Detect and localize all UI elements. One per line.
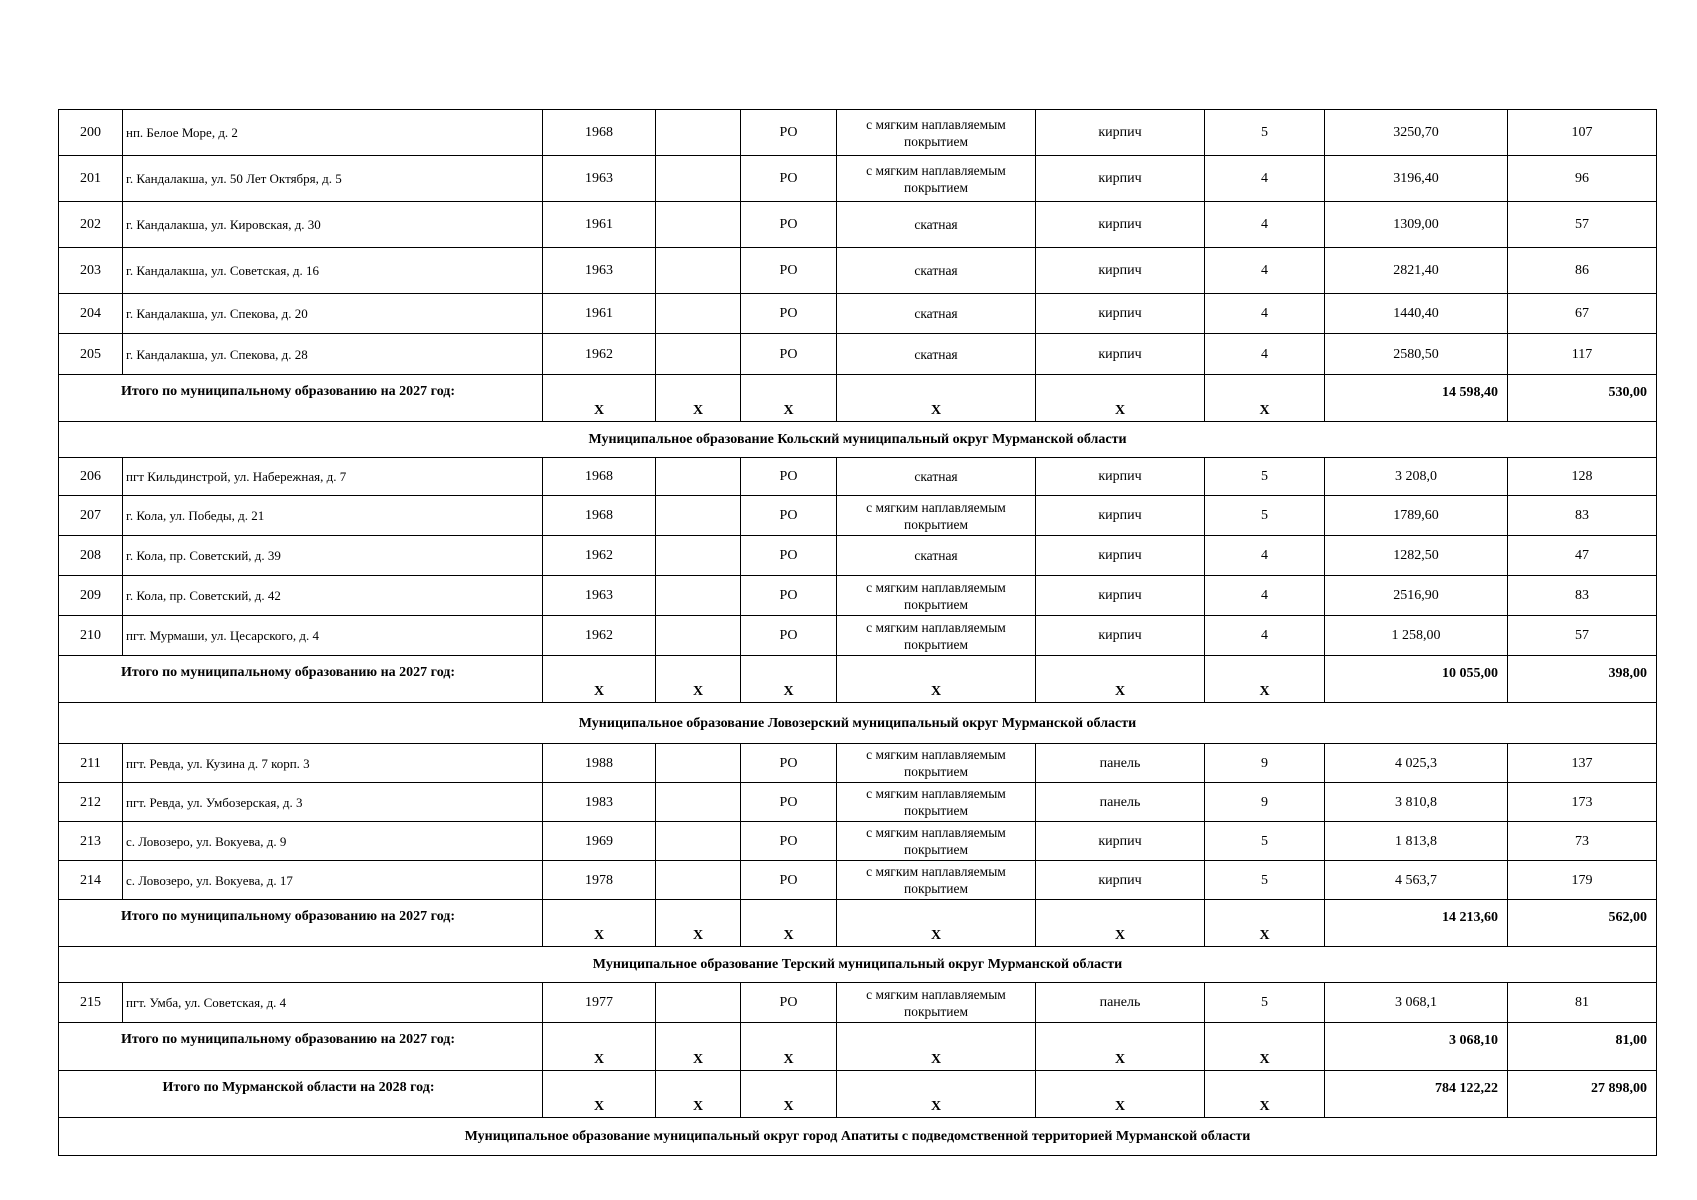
empty-cell: [656, 616, 741, 656]
x-mark: Х: [656, 656, 741, 703]
area-cell: 1282,50: [1325, 536, 1508, 576]
table-body: [59, 110, 1657, 1156]
floors-cell: 4: [1205, 536, 1325, 576]
type-cell: РО: [741, 458, 837, 496]
type-cell: РО: [741, 576, 837, 616]
row-number: 200: [59, 110, 123, 156]
empty-cell: [656, 576, 741, 616]
type-cell: РО: [741, 294, 837, 334]
material-cell: кирпич: [1036, 248, 1205, 294]
row-number: 206: [59, 458, 123, 496]
residents-cell: 86: [1508, 248, 1657, 294]
empty-cell: [656, 248, 741, 294]
x-mark: Х: [656, 375, 741, 422]
x-mark: Х: [543, 1071, 656, 1118]
roof-cell: скатная: [837, 536, 1036, 576]
type-cell: РО: [741, 334, 837, 375]
x-mark: Х: [1036, 1071, 1205, 1118]
row-number: 201: [59, 156, 123, 202]
x-mark: Х: [837, 1023, 1036, 1071]
address-cell: с. Ловозеро, ул. Вокуева, д. 9: [123, 822, 543, 861]
material-cell: панель: [1036, 783, 1205, 822]
residents-cell: 57: [1508, 202, 1657, 248]
table-row: [59, 576, 1657, 616]
total-area: 3 068,10: [1325, 1023, 1508, 1071]
residents-cell: 57: [1508, 616, 1657, 656]
subtotal-row: [59, 1023, 1657, 1071]
year-cell: 1988: [543, 744, 656, 783]
floors-cell: 4: [1205, 334, 1325, 375]
roof-cell: с мягким наплавляемым покрытием: [837, 744, 1036, 783]
year-cell: 1963: [543, 156, 656, 202]
residents-cell: 73: [1508, 822, 1657, 861]
residents-cell: 83: [1508, 576, 1657, 616]
table-row: [59, 616, 1657, 656]
table-row: [59, 156, 1657, 202]
area-cell: 1789,60: [1325, 496, 1508, 536]
table-row: [59, 822, 1657, 861]
address-cell: пгт. Ревда, ул. Умбозерская, д. 3: [123, 783, 543, 822]
year-cell: 1961: [543, 294, 656, 334]
material-cell: кирпич: [1036, 202, 1205, 248]
address-cell: г. Кандалакша, ул. Спекова, д. 20: [123, 294, 543, 334]
material-cell: кирпич: [1036, 861, 1205, 900]
address-cell: г. Кандалакша, ул. Советская, д. 16: [123, 248, 543, 294]
empty-cell: [656, 496, 741, 536]
roof-cell: скатная: [837, 202, 1036, 248]
row-number: 210: [59, 616, 123, 656]
area-cell: 1309,00: [1325, 202, 1508, 248]
address-cell: г. Кандалакша, ул. 50 Лет Октября, д. 5: [123, 156, 543, 202]
table-row: [59, 294, 1657, 334]
type-cell: РО: [741, 248, 837, 294]
x-mark: Х: [656, 1071, 741, 1118]
address-cell: г. Кола, пр. Советский, д. 39: [123, 536, 543, 576]
area-cell: 1 813,8: [1325, 822, 1508, 861]
total-label: Итого по муниципальному образованию на 2027 год:: [59, 1023, 543, 1071]
area-cell: 4 563,7: [1325, 861, 1508, 900]
row-number: 214: [59, 861, 123, 900]
total-residents: 398,00: [1508, 656, 1657, 703]
area-cell: 2580,50: [1325, 334, 1508, 375]
table-row: [59, 334, 1657, 375]
material-cell: кирпич: [1036, 576, 1205, 616]
area-cell: 1440,40: [1325, 294, 1508, 334]
x-mark: Х: [837, 900, 1036, 947]
empty-cell: [656, 334, 741, 375]
table-row: [59, 783, 1657, 822]
total-residents: 530,00: [1508, 375, 1657, 422]
residents-cell: 107: [1508, 110, 1657, 156]
subtotal-row: [59, 900, 1657, 947]
roof-cell: с мягким наплавляемым покрытием: [837, 861, 1036, 900]
roof-cell: с мягким наплавляемым покрытием: [837, 616, 1036, 656]
row-number: 209: [59, 576, 123, 616]
section-title: Муниципальное образование Кольский муниципальный округ Мурманской области: [59, 422, 1657, 458]
area-cell: 3196,40: [1325, 156, 1508, 202]
area-cell: 4 025,3: [1325, 744, 1508, 783]
roof-cell: с мягким наплавляемым покрытием: [837, 783, 1036, 822]
year-cell: 1962: [543, 616, 656, 656]
x-mark: Х: [1205, 900, 1325, 947]
x-mark: Х: [1036, 1023, 1205, 1071]
x-mark: Х: [741, 900, 837, 947]
x-mark: Х: [543, 656, 656, 703]
year-cell: 1968: [543, 458, 656, 496]
area-cell: 1 258,00: [1325, 616, 1508, 656]
floors-cell: 5: [1205, 110, 1325, 156]
total-area: 14 213,60: [1325, 900, 1508, 947]
roof-cell: с мягким наплавляемым покрытием: [837, 110, 1036, 156]
x-mark: Х: [1205, 1071, 1325, 1118]
total-residents: 27 898,00: [1508, 1071, 1657, 1118]
address-cell: пгт Кильдинстрой, ул. Набережная, д. 7: [123, 458, 543, 496]
residents-cell: 96: [1508, 156, 1657, 202]
roof-cell: с мягким наплавляемым покрытием: [837, 983, 1036, 1023]
table-row: [59, 861, 1657, 900]
area-cell: 3 068,1: [1325, 983, 1508, 1023]
x-mark: Х: [543, 375, 656, 422]
roof-cell: скатная: [837, 458, 1036, 496]
residents-cell: 47: [1508, 536, 1657, 576]
empty-cell: [656, 294, 741, 334]
material-cell: кирпич: [1036, 496, 1205, 536]
material-cell: кирпич: [1036, 294, 1205, 334]
residents-cell: 67: [1508, 294, 1657, 334]
residents-cell: 128: [1508, 458, 1657, 496]
row-number: 204: [59, 294, 123, 334]
floors-cell: 4: [1205, 156, 1325, 202]
section-title: Муниципальное образование Ловозерский муниципальный округ Мурманской области: [59, 703, 1657, 744]
material-cell: кирпич: [1036, 822, 1205, 861]
row-number: 212: [59, 783, 123, 822]
empty-cell: [656, 156, 741, 202]
table-row: [59, 458, 1657, 496]
year-cell: 1963: [543, 576, 656, 616]
year-cell: 1983: [543, 783, 656, 822]
type-cell: РО: [741, 536, 837, 576]
empty-cell: [656, 861, 741, 900]
row-number: 213: [59, 822, 123, 861]
table-row: [59, 496, 1657, 536]
row-number: 203: [59, 248, 123, 294]
year-cell: 1961: [543, 202, 656, 248]
address-cell: пгт. Мурмаши, ул. Цесарского, д. 4: [123, 616, 543, 656]
area-cell: 2516,90: [1325, 576, 1508, 616]
residents-cell: 173: [1508, 783, 1657, 822]
row-number: 207: [59, 496, 123, 536]
section-header-row: [59, 947, 1657, 983]
floors-cell: 4: [1205, 294, 1325, 334]
x-mark: Х: [1205, 656, 1325, 703]
empty-cell: [656, 202, 741, 248]
roof-cell: скатная: [837, 294, 1036, 334]
material-cell: кирпич: [1036, 458, 1205, 496]
type-cell: РО: [741, 822, 837, 861]
floors-cell: 4: [1205, 202, 1325, 248]
x-mark: Х: [741, 656, 837, 703]
total-area: 14 598,40: [1325, 375, 1508, 422]
x-mark: Х: [543, 1023, 656, 1071]
address-cell: пгт. Ревда, ул. Кузина д. 7 корп. 3: [123, 744, 543, 783]
floors-cell: 5: [1205, 822, 1325, 861]
row-number: 215: [59, 983, 123, 1023]
material-cell: кирпич: [1036, 536, 1205, 576]
x-mark: Х: [741, 1071, 837, 1118]
section-title: Муниципальное образование муниципальный округ город Апатиты с подведомственной территорией Мурманской области: [59, 1118, 1657, 1156]
type-cell: РО: [741, 861, 837, 900]
total-residents: 562,00: [1508, 900, 1657, 947]
subtotal-row: [59, 656, 1657, 703]
area-cell: 2821,40: [1325, 248, 1508, 294]
type-cell: РО: [741, 202, 837, 248]
type-cell: РО: [741, 496, 837, 536]
residents-cell: 137: [1508, 744, 1657, 783]
roof-cell: с мягким наплавляемым покрытием: [837, 576, 1036, 616]
section-header-row: [59, 703, 1657, 744]
year-cell: 1977: [543, 983, 656, 1023]
x-mark: Х: [837, 375, 1036, 422]
address-cell: нп. Белое Море, д. 2: [123, 110, 543, 156]
roof-cell: с мягким наплавляемым покрытием: [837, 156, 1036, 202]
x-mark: Х: [1036, 900, 1205, 947]
x-mark: Х: [1205, 1023, 1325, 1071]
type-cell: РО: [741, 156, 837, 202]
floors-cell: 5: [1205, 458, 1325, 496]
empty-cell: [656, 458, 741, 496]
row-number: 211: [59, 744, 123, 783]
total-area: 10 055,00: [1325, 656, 1508, 703]
x-mark: Х: [543, 900, 656, 947]
roof-cell: с мягким наплавляемым покрытием: [837, 496, 1036, 536]
area-cell: 3 810,8: [1325, 783, 1508, 822]
empty-cell: [656, 783, 741, 822]
empty-cell: [656, 822, 741, 861]
material-cell: панель: [1036, 744, 1205, 783]
year-cell: 1978: [543, 861, 656, 900]
floors-cell: 5: [1205, 983, 1325, 1023]
grand-total-row: [59, 1071, 1657, 1118]
type-cell: РО: [741, 744, 837, 783]
area-cell: 3 208,0: [1325, 458, 1508, 496]
year-cell: 1968: [543, 110, 656, 156]
roof-cell: с мягким наплавляемым покрытием: [837, 822, 1036, 861]
total-area: 784 122,22: [1325, 1071, 1508, 1118]
table-row: [59, 744, 1657, 783]
type-cell: РО: [741, 616, 837, 656]
year-cell: 1968: [543, 496, 656, 536]
material-cell: панель: [1036, 983, 1205, 1023]
table-row: [59, 110, 1657, 156]
total-label: Итого по муниципальному образованию на 2027 год:: [59, 900, 543, 947]
area-cell: 3250,70: [1325, 110, 1508, 156]
row-number: 205: [59, 334, 123, 375]
residents-cell: 117: [1508, 334, 1657, 375]
subtotal-row: [59, 375, 1657, 422]
year-cell: 1969: [543, 822, 656, 861]
row-number: 202: [59, 202, 123, 248]
x-mark: Х: [1036, 656, 1205, 703]
floors-cell: 5: [1205, 861, 1325, 900]
x-mark: Х: [656, 900, 741, 947]
material-cell: кирпич: [1036, 334, 1205, 375]
total-label: Итого по муниципальному образованию на 2027 год:: [59, 375, 543, 422]
section-header-row: [59, 422, 1657, 458]
type-cell: РО: [741, 783, 837, 822]
address-cell: г. Кола, пр. Советский, д. 42: [123, 576, 543, 616]
roof-cell: скатная: [837, 248, 1036, 294]
floors-cell: 9: [1205, 783, 1325, 822]
material-cell: кирпич: [1036, 156, 1205, 202]
residents-cell: 81: [1508, 983, 1657, 1023]
x-mark: Х: [656, 1023, 741, 1071]
total-label: Итого по муниципальному образованию на 2027 год:: [59, 656, 543, 703]
material-cell: кирпич: [1036, 110, 1205, 156]
type-cell: РО: [741, 110, 837, 156]
x-mark: Х: [1036, 375, 1205, 422]
empty-cell: [656, 536, 741, 576]
x-mark: Х: [1205, 375, 1325, 422]
table-row: [59, 248, 1657, 294]
address-cell: с. Ловозеро, ул. Вокуева, д. 17: [123, 861, 543, 900]
x-mark: Х: [741, 375, 837, 422]
table-row: [59, 983, 1657, 1023]
year-cell: 1962: [543, 334, 656, 375]
section-header-row: [59, 1118, 1657, 1156]
empty-cell: [656, 744, 741, 783]
total-label: Итого по Мурманской области на 2028 год:: [59, 1071, 543, 1118]
empty-cell: [656, 110, 741, 156]
x-mark: Х: [741, 1023, 837, 1071]
address-cell: г. Кандалакша, ул. Кировская, д. 30: [123, 202, 543, 248]
empty-cell: [656, 983, 741, 1023]
floors-cell: 4: [1205, 576, 1325, 616]
table-row: [59, 536, 1657, 576]
row-number: 208: [59, 536, 123, 576]
residents-cell: 83: [1508, 496, 1657, 536]
housing-table: [58, 109, 1657, 1156]
section-title: Муниципальное образование Терский муниципальный округ Мурманской области: [59, 947, 1657, 983]
material-cell: кирпич: [1036, 616, 1205, 656]
year-cell: 1963: [543, 248, 656, 294]
address-cell: пгт. Умба, ул. Советская, д. 4: [123, 983, 543, 1023]
floors-cell: 5: [1205, 496, 1325, 536]
residents-cell: 179: [1508, 861, 1657, 900]
type-cell: РО: [741, 983, 837, 1023]
table-row: [59, 202, 1657, 248]
floors-cell: 4: [1205, 616, 1325, 656]
total-residents: 81,00: [1508, 1023, 1657, 1071]
year-cell: 1962: [543, 536, 656, 576]
address-cell: г. Кола, ул. Победы, д. 21: [123, 496, 543, 536]
floors-cell: 4: [1205, 248, 1325, 294]
roof-cell: скатная: [837, 334, 1036, 375]
x-mark: Х: [837, 1071, 1036, 1118]
x-mark: Х: [837, 656, 1036, 703]
floors-cell: 9: [1205, 744, 1325, 783]
address-cell: г. Кандалакша, ул. Спекова, д. 28: [123, 334, 543, 375]
